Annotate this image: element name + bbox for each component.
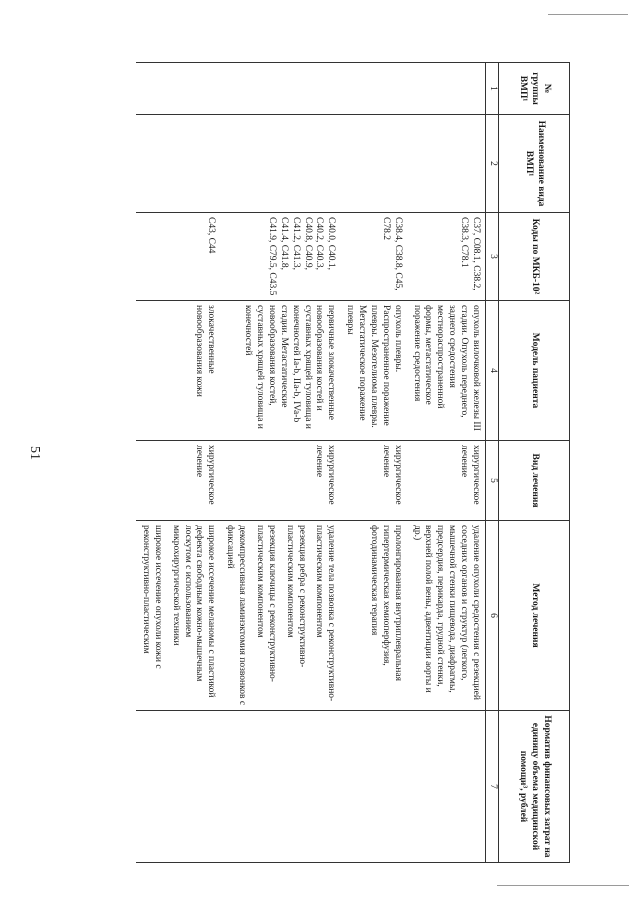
header-name: Наименование вида ВМП¹	[499, 115, 570, 213]
cell-group	[136, 63, 220, 115]
cell-name	[220, 115, 340, 213]
table-header-row	[499, 63, 570, 863]
cell-treatment: хирургическое лечение	[220, 441, 340, 521]
table-row	[220, 63, 340, 863]
cell-codes: C37, C08.1, C38.2, C38.3, C78.1	[407, 213, 486, 301]
method-item: широкое иссечение меланомы с пластикой дефекта свободным кожно-мышечным лоскутом с использованием микрохирургической техники	[170, 525, 217, 698]
table-row	[136, 63, 220, 863]
cell-model: злокачественные новообразования кожи	[136, 301, 220, 441]
header-norm: Норматив финансовых затрат на единицу объема медицинской помощи³, рублей	[499, 711, 570, 863]
cell-codes: C40.0, C40.1, C40.2, C40.3, C40.8, C40.9, C41.2, C41.3, C41.4, C41.8, C41.9, C79.5, C43.5	[220, 213, 340, 301]
cell-norm	[407, 711, 486, 863]
column-number: 3	[486, 213, 499, 301]
cell-treatment: хирургическое лечение	[136, 441, 220, 521]
header-method: Метод лечения	[499, 521, 570, 711]
method-item: удаление опухоли средостения с резекцией соседних органов и структур (легкого, мышечной стенки пищевода, диафрагмы, предсердия, перикарда, грудной стенки, верхней полой вены, адвентиции аорты и др.)	[411, 525, 481, 700]
cell-model: первичные злокачественные новообразования костей и суставных хрящей туловища и конечностей Ia-b, IIa-b, IVa-b стадии. Метастатические новообразования костей, суставных хрящей туловища и конечностей	[220, 301, 340, 441]
cell-treatment: хирургическое лечение	[407, 441, 486, 521]
page-number: 51	[27, 446, 42, 460]
cell-norm	[136, 711, 220, 863]
cell-group	[407, 63, 486, 115]
cell-name	[340, 115, 406, 213]
table-body	[136, 63, 485, 863]
cell-name	[136, 115, 220, 213]
cell-group	[220, 63, 340, 115]
method-item: пролонгированная внутриплевральная гипертермическая хемиоперфузия, фотодинамическая терапия	[369, 525, 403, 681]
table-row	[407, 63, 486, 863]
cell-model: опухоль вилочковой железы III стадии. Опухоль переднего, заднего средостения местнораспространенной формы, метастатическое поражение средостения	[407, 301, 486, 441]
cell-norm	[220, 711, 340, 863]
column-number: 7	[486, 711, 499, 863]
cell-norm	[340, 711, 406, 863]
method-item: широкое иссечение опухоли кожи с реконструктивно-пластическим	[141, 525, 163, 669]
column-number: 1	[486, 63, 499, 115]
header-group: № группы ВМП¹	[499, 63, 570, 115]
scan-artifact-line	[497, 885, 629, 886]
rotated-table-sheet	[70, 62, 570, 862]
cell-method	[340, 521, 406, 711]
method-item: резекция ключицы с реконструктивно-пластическим компонентом	[255, 525, 277, 682]
cell-treatment: хирургическое лечение	[340, 441, 406, 521]
cell-group	[340, 63, 406, 115]
vmp-table	[136, 62, 570, 863]
method-item: резекция ребра с реконструктивно-пластическим компонентом	[284, 525, 307, 668]
method-item: декомпрессивная ламинэктомия позвонков с фиксацией	[225, 525, 248, 706]
cell-model: опухоль плевры. Распространенное поражение плевры. Мезотелиома плевры. Метастатическое поражение плевры	[340, 301, 406, 441]
column-number: 5	[486, 441, 499, 521]
column-number: 4	[486, 301, 499, 441]
table-row	[340, 63, 406, 863]
header-codes: Коды по МКБ-10²	[499, 213, 570, 301]
method-item: удаление тела позвонка с реконструктивно-пластическим компонентом	[314, 525, 337, 702]
header-model: Модель пациента	[499, 301, 570, 441]
cell-name	[407, 115, 486, 213]
scan-artifact-line	[548, 14, 628, 15]
header-treatment: Вид лечения	[499, 441, 570, 521]
cell-codes: C43, C44	[136, 213, 220, 301]
column-number-row	[486, 63, 499, 863]
cell-method	[407, 521, 486, 711]
column-number: 6	[486, 521, 499, 711]
column-number: 2	[486, 115, 499, 213]
cell-method	[136, 521, 220, 711]
cell-codes: C38.4, C38.8, C45, C78.2	[340, 213, 406, 301]
cell-method	[220, 521, 340, 711]
